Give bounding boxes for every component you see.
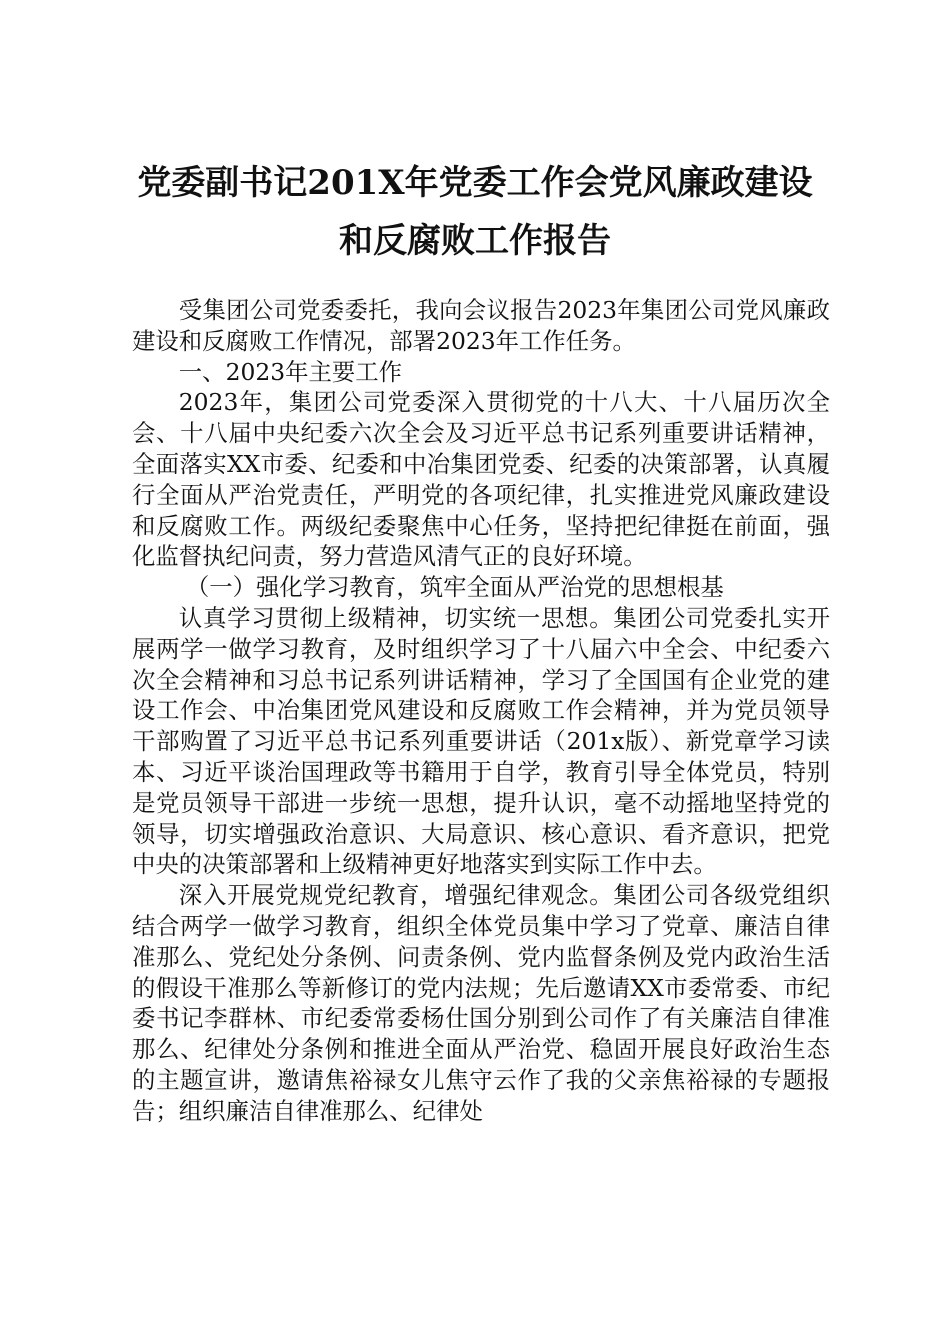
document-title-line-1: 党委副书记201X年党委工作会党风廉政建设 — [137, 163, 813, 203]
section-overview-paragraph: 2023年，集团公司党委深入贯彻党的十八大、十八届历次全会、十八届中央纪委六次全会及习近平总书记系列重要讲话精神，全面落实XX市委、纪委和中冶集团党委、纪委的决策部署，认真履行全面从严治党责任，严明党的各项纪律，扎实推进党风廉政建设和反腐败工作。两级纪委聚焦中心任务，坚持把纪律挺在前面，强化监督执纪问责，努力营造风清气正的良好环境。 — [132, 388, 830, 571]
subsection-heading: （一）强化学习教育，筑牢全面从严治党的思想根基 — [185, 573, 724, 602]
document-body — [132, 295, 830, 1127]
document-title-line-2: 和反腐败工作报告 — [339, 221, 611, 261]
study-paragraph: 认真学习贯彻上级精神，切实统一思想。集团公司党委扎实开展两学一做学习教育，及时组织学习了十八届六中全会、中纪委六次全会精神和习总书记系列讲话精神，学习了全国国有企业党的建设工作会、中冶集团党风建设和反腐败工作会精神，并为党员领导干部购置了习近平总书记系列重要讲话（201x版）、新党章学习读本、习近平谈治国理政等书籍用于自学，教育引导全体党员，特别是党员领导干部进一步统一思想，提升认识，毫不动摇地坚持党的领导，切实增强政治意识、大局意识、核心意识、看齐意识，把党中央的决策部署和上级精神更好地落实到实际工作中去。 — [132, 603, 830, 879]
discipline-paragraph: 深入开展党规党纪教育，增强纪律观念。集团公司各级党组织结合两学一做学习教育，组织全体党员集中学习了党章、廉洁自律准那么、党纪处分条例、问责条例、党内监督条例及党内政治生活的假设干准那么等新修订的党内法规；先后邀请XX市委常委、市纪委书记李群林、市纪委常委杨仕国分别到公司作了有关廉洁自律准那么、纪律处分条例和推进全面从严治党、稳固开展良好政治生态的主题宣讲，邀请焦裕禄女儿焦守云作了我的父亲焦裕禄的专题报告；组织廉洁自律准那么、纪律处 — [132, 881, 830, 1125]
section-heading: 一、2023年主要工作 — [178, 357, 403, 386]
intro-paragraph: 受集团公司党委委托，我向会议报告2023年集团公司党风廉政建设和反腐败工作情况，部署2023年工作任务。 — [132, 296, 830, 355]
